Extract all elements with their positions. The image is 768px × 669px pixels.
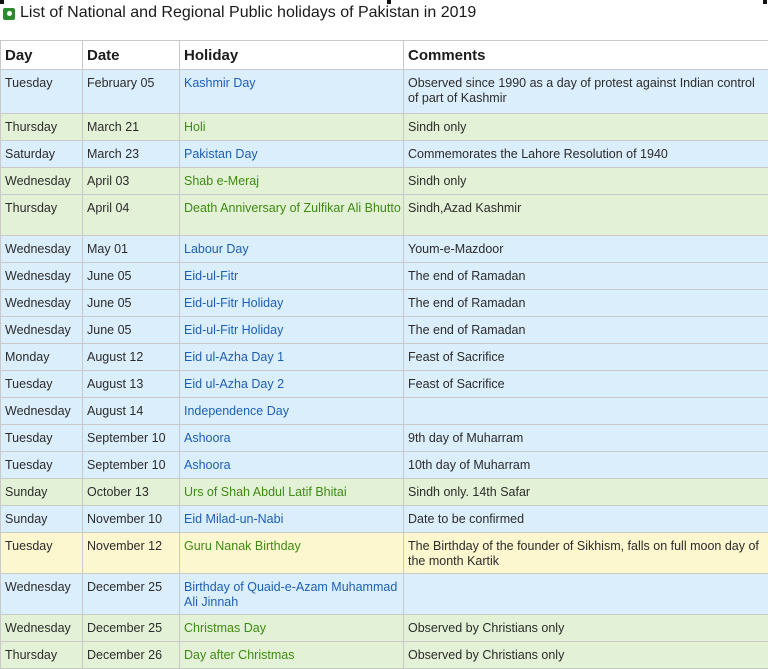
cell-date: June 05: [83, 290, 180, 317]
column-header-comments: Comments: [404, 41, 768, 70]
cell-holiday[interactable]: Birthday of Quaid-e-Azam Muhammad Ali Jinnah: [180, 574, 404, 615]
cell-comments: Sindh only. 14th Safar: [404, 479, 768, 506]
cell-holiday[interactable]: Pakistan Day: [180, 141, 404, 168]
cell-comments: 10th day of Muharram: [404, 452, 768, 479]
cell-holiday[interactable]: Christmas Day: [180, 615, 404, 642]
page-title: List of National and Regional Public holidays of Pakistan in 2019: [20, 4, 476, 22]
cell-comments: Date to be confirmed: [404, 506, 768, 533]
cell-date: February 05: [83, 70, 180, 114]
cell-day: Tuesday: [1, 452, 83, 479]
cell-date: December 25: [83, 615, 180, 642]
cell-day: Tuesday: [1, 533, 83, 574]
table-body: [1, 70, 768, 669]
table-row: [1, 371, 768, 398]
cell-date: April 04: [83, 195, 180, 236]
cell-comments: Sindh,Azad Kashmir: [404, 195, 768, 236]
column-header-holiday: Holiday: [180, 41, 404, 70]
column-header-date: Date: [83, 41, 180, 70]
table-row: [1, 290, 768, 317]
table-row: [1, 506, 768, 533]
table-row: [1, 236, 768, 263]
cell-comments: The end of Ramadan: [404, 317, 768, 344]
phone-icon: [3, 8, 15, 20]
cell-day: Sunday: [1, 506, 83, 533]
cell-holiday[interactable]: Ashoora: [180, 425, 404, 452]
table-row: [1, 263, 768, 290]
cell-holiday[interactable]: Ashoora: [180, 452, 404, 479]
title-bar: [0, 0, 768, 30]
table-row: [1, 114, 768, 141]
cell-day: Wednesday: [1, 263, 83, 290]
table-header-row: [1, 41, 768, 70]
cell-comments: The Birthday of the founder of Sikhism, falls on full moon day of the month Kartik: [404, 533, 768, 574]
cell-comments: Feast of Sacrifice: [404, 344, 768, 371]
cell-date: December 26: [83, 642, 180, 669]
cell-date: August 12: [83, 344, 180, 371]
cell-comments: Sindh only: [404, 168, 768, 195]
table-row: [1, 70, 768, 114]
cell-holiday[interactable]: Holi: [180, 114, 404, 141]
table-row: [1, 317, 768, 344]
table-row: [1, 195, 768, 236]
cell-holiday[interactable]: Eid ul-Azha Day 2: [180, 371, 404, 398]
cell-day: Wednesday: [1, 236, 83, 263]
cell-holiday[interactable]: Kashmir Day: [180, 70, 404, 114]
cell-comments: Observed since 1990 as a day of protest against Indian control of part of Kashmir: [404, 70, 768, 114]
cell-comments: 9th day of Muharram: [404, 425, 768, 452]
table-row: [1, 479, 768, 506]
table-row: [1, 452, 768, 479]
cell-day: Wednesday: [1, 398, 83, 425]
cell-date: November 10: [83, 506, 180, 533]
cell-date: November 12: [83, 533, 180, 574]
cell-holiday[interactable]: Eid Milad-un-Nabi: [180, 506, 404, 533]
cell-day: Wednesday: [1, 168, 83, 195]
cell-day: Monday: [1, 344, 83, 371]
cell-day: Saturday: [1, 141, 83, 168]
cell-date: December 25: [83, 574, 180, 615]
cell-day: Sunday: [1, 479, 83, 506]
cell-date: August 13: [83, 371, 180, 398]
cell-holiday[interactable]: Labour Day: [180, 236, 404, 263]
cell-date: June 05: [83, 317, 180, 344]
cell-day: Thursday: [1, 195, 83, 236]
cell-holiday[interactable]: Eid ul-Azha Day 1: [180, 344, 404, 371]
cell-holiday[interactable]: Shab e-Meraj: [180, 168, 404, 195]
cell-comments: The end of Ramadan: [404, 290, 768, 317]
cell-day: Wednesday: [1, 317, 83, 344]
holidays-table: [0, 40, 768, 669]
cell-date: September 10: [83, 452, 180, 479]
cell-date: October 13: [83, 479, 180, 506]
table-row: [1, 642, 768, 669]
table-row: [1, 615, 768, 642]
cell-day: Wednesday: [1, 574, 83, 615]
corner-marker-icon: [763, 0, 767, 4]
cell-holiday[interactable]: Guru Nanak Birthday: [180, 533, 404, 574]
cell-holiday[interactable]: Eid-ul-Fitr Holiday: [180, 317, 404, 344]
cell-day: Tuesday: [1, 425, 83, 452]
table-row: [1, 425, 768, 452]
cell-comments: Sindh only: [404, 114, 768, 141]
cell-date: August 14: [83, 398, 180, 425]
table-row: [1, 344, 768, 371]
cell-holiday[interactable]: Day after Christmas: [180, 642, 404, 669]
cell-comments: Observed by Christians only: [404, 615, 768, 642]
cell-holiday[interactable]: Eid-ul-Fitr Holiday: [180, 290, 404, 317]
cell-comments: Youm-e-Mazdoor: [404, 236, 768, 263]
cell-comments: Commemorates the Lahore Resolution of 1940: [404, 141, 768, 168]
cell-comments: The end of Ramadan: [404, 263, 768, 290]
cell-comments: [404, 574, 768, 615]
cell-comments: [404, 398, 768, 425]
cell-date: May 01: [83, 236, 180, 263]
cell-holiday[interactable]: Death Anniversary of Zulfikar Ali Bhutto: [180, 195, 404, 236]
table-row: [1, 574, 768, 615]
table-row: [1, 398, 768, 425]
cell-day: Thursday: [1, 642, 83, 669]
cell-day: Wednesday: [1, 615, 83, 642]
cell-day: Thursday: [1, 114, 83, 141]
cell-comments: Observed by Christians only: [404, 642, 768, 669]
cell-date: September 10: [83, 425, 180, 452]
cell-day: Wednesday: [1, 290, 83, 317]
cell-day: Tuesday: [1, 371, 83, 398]
cell-holiday[interactable]: Independence Day: [180, 398, 404, 425]
cell-date: April 03: [83, 168, 180, 195]
cell-date: March 23: [83, 141, 180, 168]
table-row: [1, 533, 768, 574]
corner-marker-icon: [0, 0, 4, 4]
cell-holiday[interactable]: Urs of Shah Abdul Latif Bhitai: [180, 479, 404, 506]
cell-date: June 05: [83, 263, 180, 290]
table-row: [1, 141, 768, 168]
table-row: [1, 168, 768, 195]
cell-date: March 21: [83, 114, 180, 141]
cell-day: Tuesday: [1, 70, 83, 114]
column-header-day: Day: [1, 41, 83, 70]
cell-comments: Feast of Sacrifice: [404, 371, 768, 398]
cell-holiday[interactable]: Eid-ul-Fitr: [180, 263, 404, 290]
